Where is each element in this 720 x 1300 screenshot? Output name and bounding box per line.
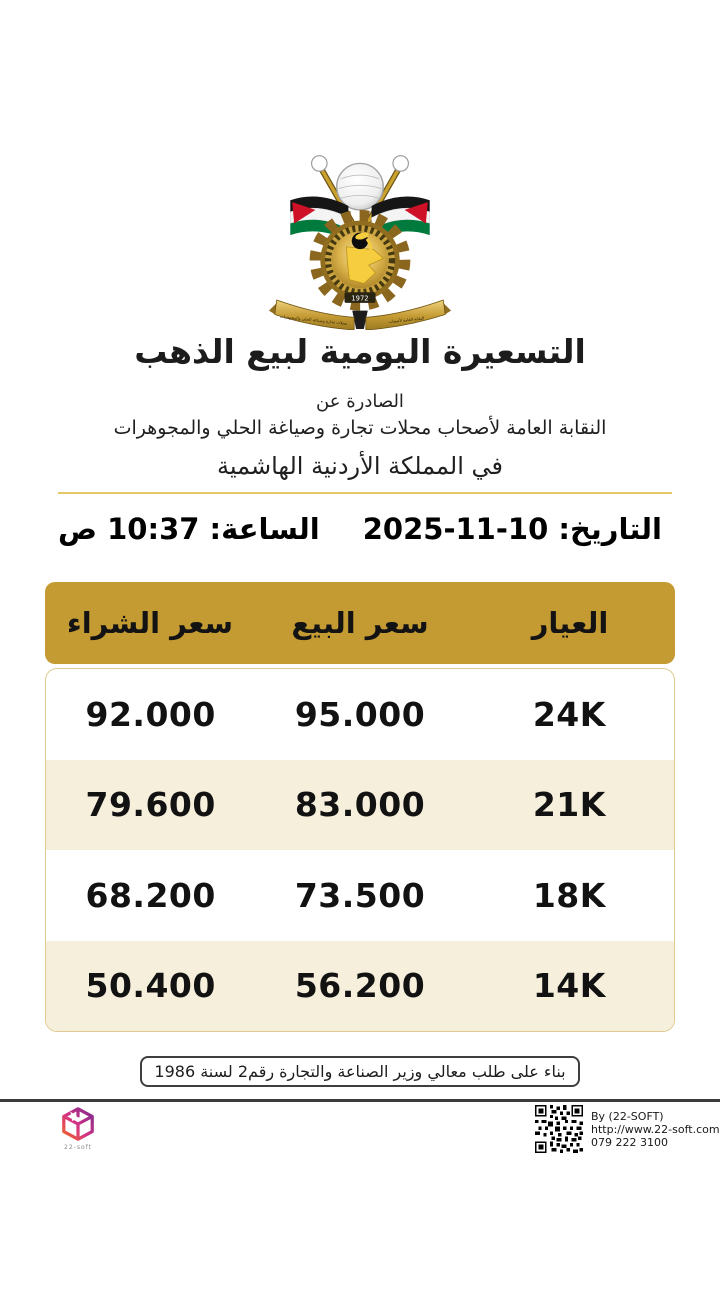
date-time-row [58,512,662,546]
table-row [46,669,674,760]
qr-code-icon [535,1105,583,1153]
karat-value: 24K [532,694,606,734]
legal-note: بناء على طلب معالي وزير الصناعة والتجارة رقم2 لسنة 1986 [140,1056,579,1087]
pearl-icon [337,163,383,209]
footer-url: http://www.22-soft.com [591,1123,720,1136]
price-table-body [45,668,675,1032]
column-buy: سعر الشراء [66,606,234,640]
karat-value: 18K [532,875,606,915]
ribbon-right-text: النقابة العامة لأصحاب [388,315,425,325]
gold-divider [58,492,672,494]
date-value: التاريخ: 10-11-2025 [362,512,662,546]
buy-price: 68.200 [85,875,216,915]
issued-by-label: الصادرة عن [316,391,404,412]
sell-price: 83.000 [294,785,426,825]
syndicate-name: النقابة العامة لأصحاب محلات تجارة وصياغة الحلي والمجوهرات [113,417,607,439]
karat-value: 14K [532,966,606,1006]
footer-by: By (22-SOFT) [591,1110,664,1123]
syndicate-emblem-graphic [263,146,457,330]
footer-divider [0,1099,720,1102]
cube-icon [58,1106,98,1142]
sell-price: 56.200 [294,966,426,1006]
est-year-plate [345,292,376,303]
column-karat: العيار [531,606,609,640]
legal-note-wrap [0,1056,720,1087]
syndicate-emblem [263,146,457,330]
column-sell: سعر البيع [291,606,429,640]
time-value: الساعة: 10:37 ص [58,512,320,546]
price-table-header [45,582,675,664]
page-title: التسعيرة اليومية لبيع الذهب [134,332,586,371]
sell-price: 95.000 [294,694,426,734]
footer-credits [591,1110,720,1149]
ribbon-left-text: محلات تجارة وصياغة الحلي والمجوهرات [279,313,348,326]
table-row [46,760,674,851]
buy-price: 50.400 [85,966,216,1006]
est-year-text: 1972 [351,294,369,303]
footer-phone: 079 222 3100 [591,1136,668,1149]
table-row [46,850,674,941]
logo-caption: 22-soft [64,1144,92,1151]
22soft-logo [55,1106,101,1154]
buy-price: 92.000 [85,694,216,734]
buy-price: 79.600 [85,785,216,825]
karat-value: 21K [532,785,606,825]
country-line: في المملكة الأردنية الهاشمية [216,452,504,480]
sell-price: 73.500 [294,875,426,915]
table-row [46,941,674,1032]
